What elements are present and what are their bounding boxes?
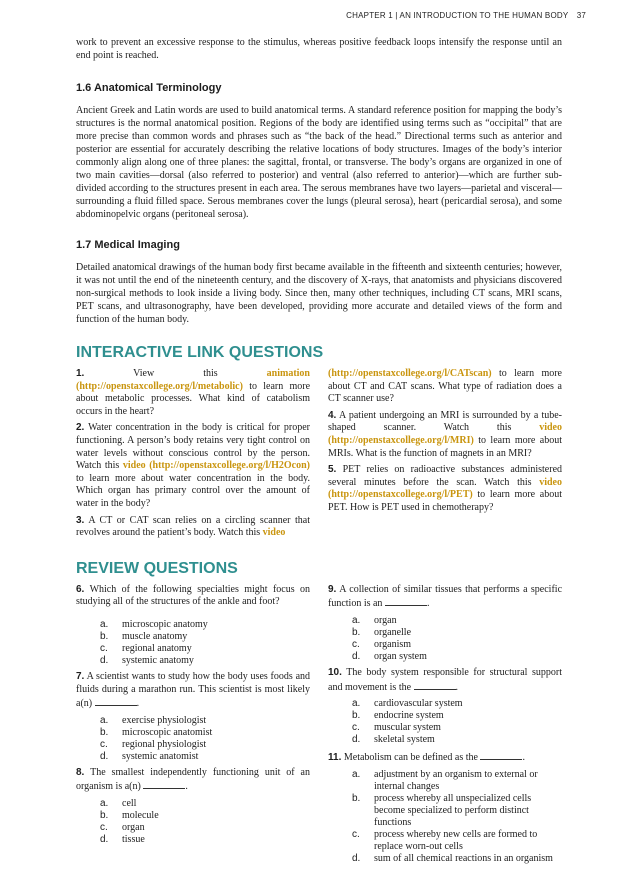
answer-option[interactable]: d. systemic anatomist — [100, 750, 199, 762]
question-7: 7. A scientist wants to study how the body uses foods and fluids during a marathon run. This scientist is most likely a(n) . — [76, 670, 311, 710]
answer-option[interactable]: b. endocrine system — [352, 710, 444, 722]
answer-blank — [480, 750, 522, 760]
answer-option[interactable]: b. muscle anatomy — [100, 630, 188, 642]
animation-link-metabolic[interactable]: animation (http://openstaxcollege.org/l/metabolic) — [76, 368, 310, 392]
answer-blank — [414, 680, 456, 690]
video-link-catscan[interactable]: video — [262, 527, 286, 539]
answer-option[interactable]: d. skeletal system — [352, 734, 435, 746]
interactive-link-questions-heading: INTERACTIVE LINK QUESTIONS — [76, 344, 324, 361]
question-7-options — [76, 715, 310, 763]
question-11-options — [328, 769, 562, 865]
question-11: 11. Metabolism can be defined as the . — [328, 752, 525, 764]
answer-blank — [95, 696, 137, 706]
answer-option[interactable]: c. regional anatomy — [100, 642, 192, 654]
right-column — [328, 368, 562, 544]
catscan-url-link[interactable]: (http://openstaxcollege.org/l/CATscan) — [328, 368, 492, 379]
answer-option[interactable]: c. muscular system — [352, 722, 441, 734]
question-8-options — [76, 798, 310, 846]
review-questions-heading: REVIEW QUESTIONS — [76, 559, 238, 577]
question-3-continued: (http://openstaxcollege.org/l/CATscan) to learn more about CT and CAT scans. What type of radiation does a CT scanner use? — [328, 368, 562, 405]
question-8: 8. The smallest independently functioning unit of an organism is a(n) . — [76, 766, 310, 793]
answer-option[interactable]: a. exercise physiologist — [100, 714, 207, 726]
answer-option[interactable]: c. regional physiologist — [100, 738, 207, 750]
question-1: 1. View this animation (http://openstaxcollege.org/l/metabolic) to learn more about metabolic processes. What kind of catabolism occurs in the heart? — [76, 368, 311, 417]
video-link-h2ocon[interactable]: video (http://openstaxcollege.org/l/H2Ocon) — [122, 460, 311, 472]
answer-option[interactable]: a. microscopic anatomy — [100, 618, 208, 630]
answer-option[interactable]: b. microscopic anatomist — [100, 726, 213, 738]
question-2: 2. Water concentration in the body is critical for proper functioning. A person’s body retains very tight control on water levels without conscious control by the person. Watch this video (http://openstaxcollege.org/l/H2Ocon) to learn more about water concentration in the body. Which organ has primary control over the amount of water in the body? — [76, 422, 311, 509]
answer-option[interactable]: b. process whereby all unspecialized cells become specialized to perform distinct functions — [352, 792, 532, 828]
question-9: 9. A collection of similar tissues that performs a specific function is an . — [328, 583, 563, 610]
answer-option[interactable]: d. systemic anatomy — [100, 654, 194, 666]
question-10: 10. The body system responsible for structural support and movement is the . — [328, 666, 562, 693]
section-1-6-summary: Ancient Greek and Latin words are used to build anatomical terms. A standard reference position for mapping the body’s structures is the normal anatomical position. Regions of the body are identified using terms such as “occipital” that are more precise than common words and phrases such as “the back of the head.” Directional terms such as anterior and posterior are essential for accurately describing the relative locations of body structures. Images of the body’s interior commonly align along one of three planes: the sagittal, frontal, or transverse. The body’s organs are organized in one of two main cavities—dorsal (also referred to posterior) and ventral (also referred to anterior)—which are further sub-divided according to the structures present in each area. The serous membranes have two layers—parietal and visceral—surrounding a fluid filled space. Serous membranes cover the lungs (pleural serosa), heart (pericardial serosa), and some abdominopelvic organs (peritoneal serosa). — [76, 105, 562, 220]
answer-option[interactable]: a. organ — [352, 614, 397, 626]
answer-option[interactable]: d. sum of all chemical reactions in an organism — [352, 852, 553, 864]
answer-option[interactable]: a. adjustment by an organism to external or internal changes — [352, 768, 538, 792]
answer-option[interactable]: d. organ system — [352, 650, 427, 662]
page-number: 37 — [576, 11, 586, 20]
intro-paragraph: work to prevent an excessive response to the stimulus, whereas positive feedback loops intensify the response until an end point is reached. — [76, 37, 562, 61]
answer-option[interactable]: c. process whereby new cells are formed to replace worn-out cells — [352, 828, 538, 852]
answer-option[interactable]: a. cardiovascular system — [352, 698, 463, 710]
chapter-title: CHAPTER 1 | AN INTRODUCTION TO THE HUMAN BODY — [346, 11, 569, 20]
answer-option[interactable]: b. organelle — [352, 626, 412, 638]
interactive-questions-columns — [76, 368, 562, 544]
video-link-mri[interactable]: video (http://openstaxcollege.org/l/MRI) — [328, 422, 562, 446]
question-9-options — [328, 615, 562, 663]
section-heading-1-7: 1.7 Medical Imaging — [76, 239, 180, 251]
answer-option[interactable]: a. cell — [100, 797, 137, 809]
question-6-options — [76, 619, 310, 667]
page-content — [76, 36, 562, 869]
answer-option[interactable]: b. molecule — [100, 809, 159, 821]
answer-option[interactable]: c. organ — [100, 821, 145, 833]
question-3-start: 3. A CT or CAT scan relies on a circling scanner that revolves around the patient’s body. Watch this video — [76, 514, 311, 539]
answer-blank — [385, 596, 427, 606]
answer-option[interactable]: c. organism — [352, 638, 412, 650]
question-6: 6. Which of the following specialties might focus on studying all of the structures of the ankle and foot? — [76, 583, 311, 608]
video-link-pet[interactable]: video (http://openstaxcollege.org/l/PET) — [328, 476, 562, 501]
section-heading-1-6: 1.6 Anatomical Terminology — [76, 82, 222, 94]
left-column — [76, 368, 310, 544]
question-4: 4. A patient undergoing an MRI is surrounded by a tube-shaped scanner. Watch this video (http://openstaxcollege.org/l/MRI) to learn more about MRIs. What is the function of magnets in an MRI? — [328, 409, 563, 459]
question-5: 5. PET relies on radioactive substances administered several minutes before the scan. Watch this video (http://openstaxcollege.org/l/PET) to learn more about PET. How is PET used in chemotherapy? — [328, 464, 563, 513]
running-header — [340, 11, 586, 20]
section-1-7-summary: Detailed anatomical drawings of the human body first became available in the fifteenth and sixteenth centuries; however, it was not until the end of the nineteenth century, and the discovery of X-rays, that anatomists and physicians discovered non-surgical methods to look inside a living body. Since then, many other techniques, including CT scans, MRI scans, PET scans, and ultrasonography, have been developed, providing more accurate and detailed views of the form and function of the human body. — [76, 262, 562, 325]
question-10-options — [328, 698, 562, 746]
answer-blank — [143, 779, 185, 789]
answer-option[interactable]: d. tissue — [100, 833, 145, 845]
